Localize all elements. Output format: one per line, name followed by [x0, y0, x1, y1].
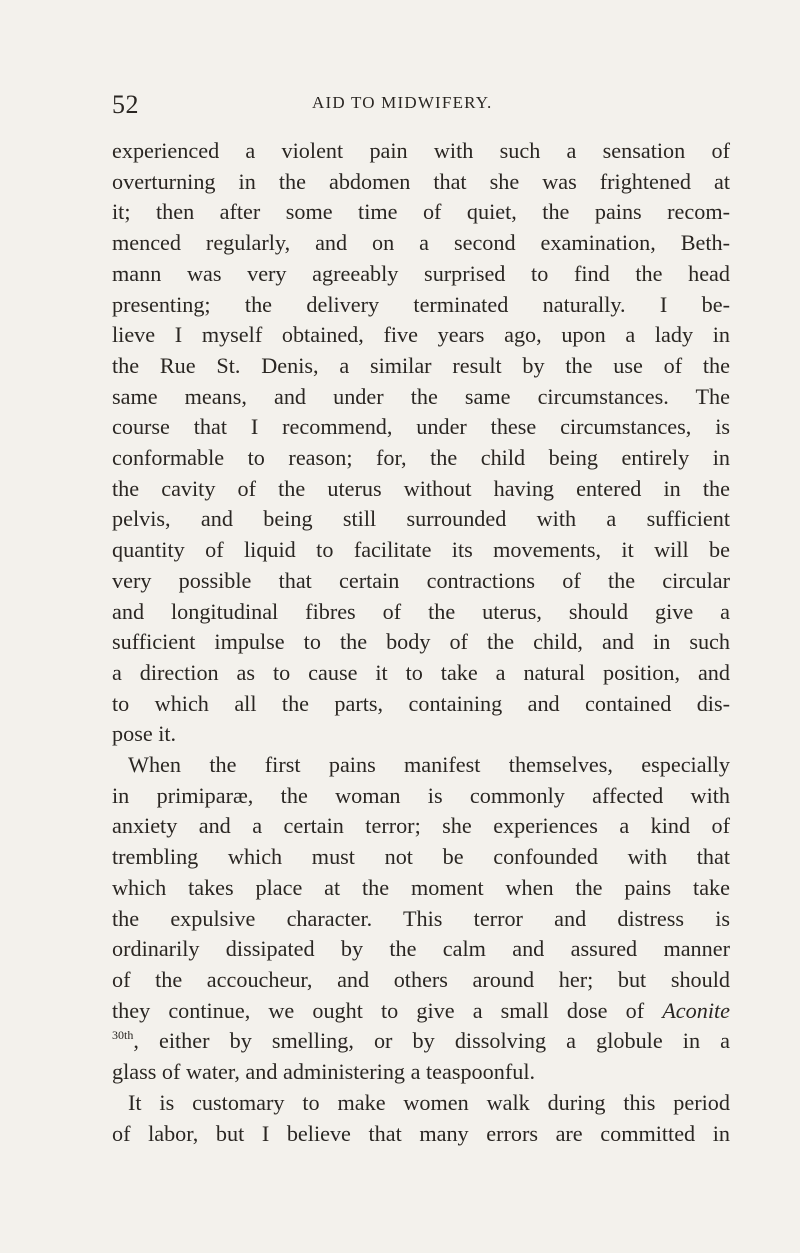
text-line-aconite [112, 996, 730, 1027]
text-line: trembling which must not be confounded with that [112, 844, 730, 870]
text-line: menced regularly, and on a second examination, Beth- [112, 230, 730, 256]
text-line: overturning in the abdomen that she was frightened at [112, 168, 730, 194]
text-line: experienced a violent pain with such a sensation of [112, 138, 730, 163]
text-line: lieve I myself obtained, five years ago, upon a lady in [112, 322, 730, 348]
remedy-name: Aconite [662, 997, 731, 1023]
text-line: quantity of liquid to facilitate its movements, it will be [112, 537, 730, 563]
text-line: of labor, but I believe that many errors are committed in [112, 1120, 730, 1146]
running-head [112, 90, 732, 120]
text-line: same means, and under the same circumstances. The [112, 383, 730, 409]
text-line: in primiparæ, the woman is commonly affected with [112, 782, 730, 808]
text-line: which takes place at the moment when the pains take [112, 874, 730, 900]
text-line: pose it. [112, 721, 177, 747]
text-segment: they continue, we ought to give a small dose of [112, 997, 645, 1023]
text-line: presenting; the delivery terminated naturally. I be- [112, 291, 730, 317]
text-line: anxiety and a certain terror; she experiences a kind of [112, 813, 730, 839]
text-line: sufficient impulse to the body of the child, and in such [112, 629, 730, 655]
text-line-dose [112, 1026, 730, 1057]
body-text [112, 136, 730, 1149]
text-line: and longitudinal fibres of the uterus, should give a [112, 598, 730, 624]
text-line: of the accoucheur, and others around her; but should [112, 966, 730, 992]
text-line: a direction as to cause it to take a natural position, and [112, 659, 730, 685]
text-line: mann was very agreeably surprised to find the head [112, 260, 730, 286]
text-line: When the first pains manifest themselves, especially [128, 752, 730, 778]
text-line: the expulsive character. This terror and distress is [112, 905, 730, 931]
running-title: AID TO MIDWIFERY. [312, 93, 493, 112]
text-line: glass of water, and administering a teaspoonful. [112, 1059, 536, 1085]
text-line: It is customary to make women walk during this period [128, 1089, 730, 1115]
text-line: the Rue St. Denis, a similar result by the use of the [112, 352, 730, 378]
text-line: very possible that certain contractions of the circular [112, 567, 730, 593]
text-line: pelvis, and being still surrounded with a sufficient [112, 506, 730, 532]
page-number: 52 [112, 90, 139, 119]
text-line: conformable to reason; for, the child being entirely in [112, 445, 730, 471]
text-line: the cavity of the uterus without having entered in the [112, 475, 730, 501]
text-line: course that I recommend, under these circumstances, is [112, 414, 730, 440]
text-line: ordinarily dissipated by the calm and assured manner [112, 936, 730, 962]
text-line: to which all the parts, containing and contained dis- [112, 690, 730, 716]
text-segment: , either by smelling, or by dissolving a globule in a [133, 1028, 730, 1054]
potency-superscript: 30th [112, 1028, 134, 1043]
text-line: it; then after some time of quiet, the pains recom- [112, 199, 730, 225]
